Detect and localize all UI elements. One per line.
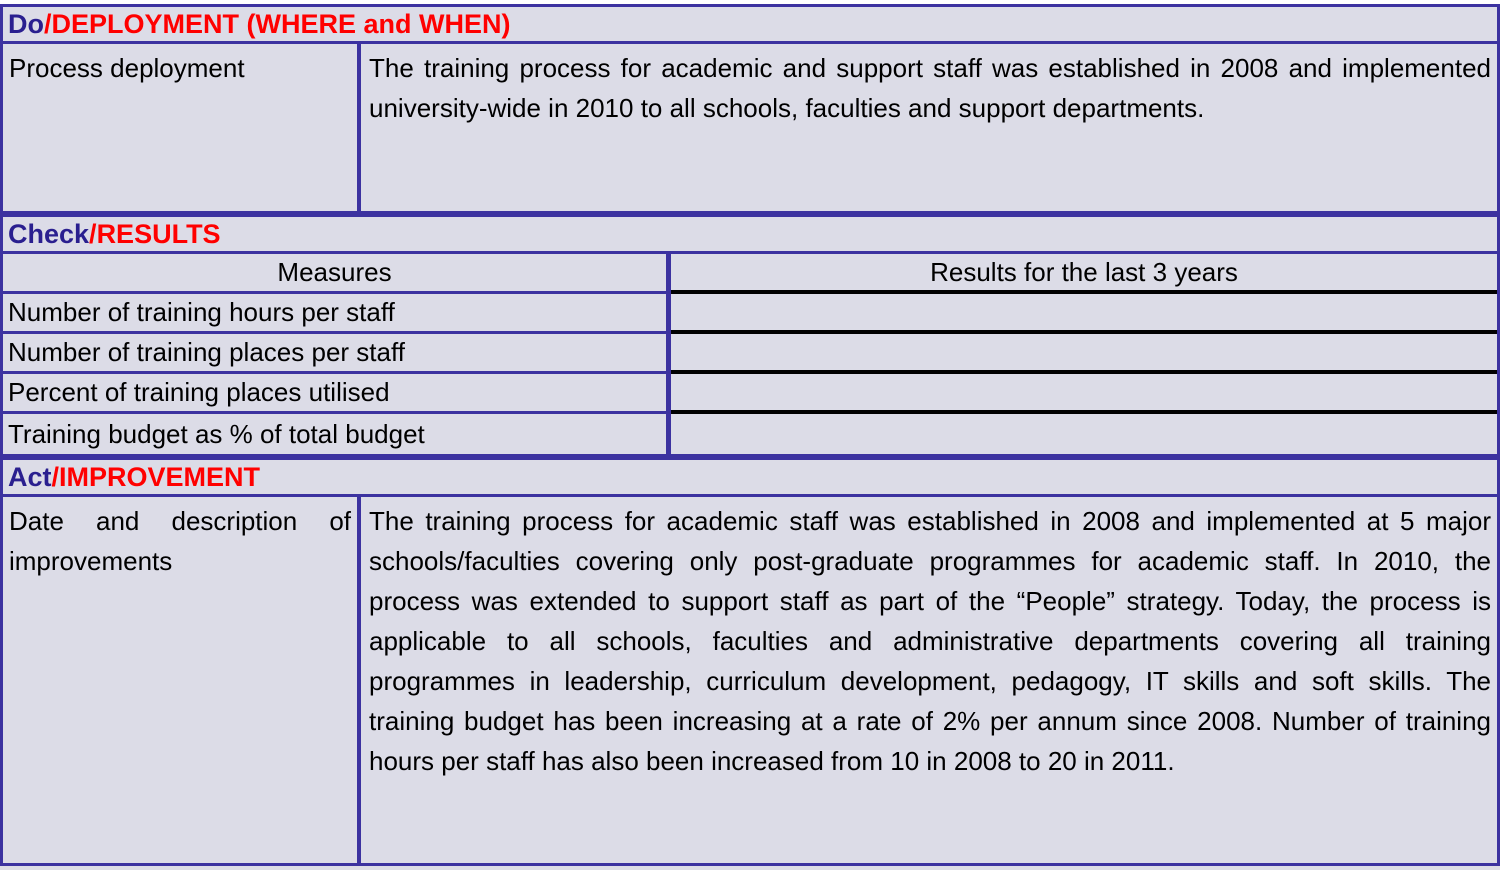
measure-result [671,334,1497,374]
row-improvements-label: Date and description of improvements [9,506,351,576]
table-row [3,334,1497,374]
row-improvements [0,497,1500,866]
section-header-act [0,457,1500,497]
results-table-header-row [3,254,1497,294]
table-row [3,294,1497,334]
row-improvements-label-cell [3,497,361,863]
measure-result [671,414,1497,454]
section-header-check-prefix: Check [8,219,90,249]
measure-label: Number of training places per staff [3,334,671,374]
section-header-do-separator: / [44,9,52,39]
table-row [3,414,1497,454]
section-header-act-text [8,462,260,492]
section-header-check-text [8,219,221,249]
measure-result [671,294,1497,334]
column-header-results: Results for the last 3 years [671,254,1497,294]
section-header-do-text [8,9,511,39]
measure-label: Number of training hours per staff [3,294,671,334]
measure-result [671,374,1497,414]
section-header-do-suffix: DEPLOYMENT (WHERE and WHEN) [51,9,511,39]
row-process-deployment-label: Process deployment [9,53,245,83]
row-process-deployment [0,44,1500,214]
row-improvements-content-cell [361,497,1497,863]
section-header-do-prefix: Do [8,9,44,39]
section-header-do [0,4,1500,44]
measure-label: Percent of training places utilised [3,374,671,414]
row-process-deployment-label-cell [3,44,361,211]
section-header-act-suffix: IMPROVEMENT [59,462,261,492]
table-row [3,374,1497,414]
section-header-act-prefix: Act [8,462,52,492]
measure-label: Training budget as % of total budget [3,414,671,454]
row-process-deployment-content: The training process for academic and support staff was established in 2008 and implemented university-wide in 2010 to all schools, faculties and support departments. [369,53,1491,123]
section-header-check-separator: / [89,219,97,249]
column-header-measures: Measures [3,254,671,294]
row-improvements-content: The training process for academic staff was established in 2008 and implemented at 5 major schools/faculties covering only post-graduate programmes for academic staff. In 2010, the process was extended to support staff as part of the “People” strategy. Today, the process is applicable to all schools, faculties and administrative departments covering all training programmes in leadership, curriculum development, pedagogy, IT skills and soft skills. The training budget has been increasing at a rate of 2% per annum since 2008. Number of training hours per staff has also been increased from 10 in 2008 to 20 in 2011. [369,506,1491,776]
results-table [0,254,1500,457]
pdca-table-document [0,4,1500,870]
row-process-deployment-content-cell [361,44,1497,211]
section-header-act-separator: / [51,462,60,492]
section-header-check-suffix: RESULTS [96,219,221,249]
section-header-check [0,214,1500,254]
